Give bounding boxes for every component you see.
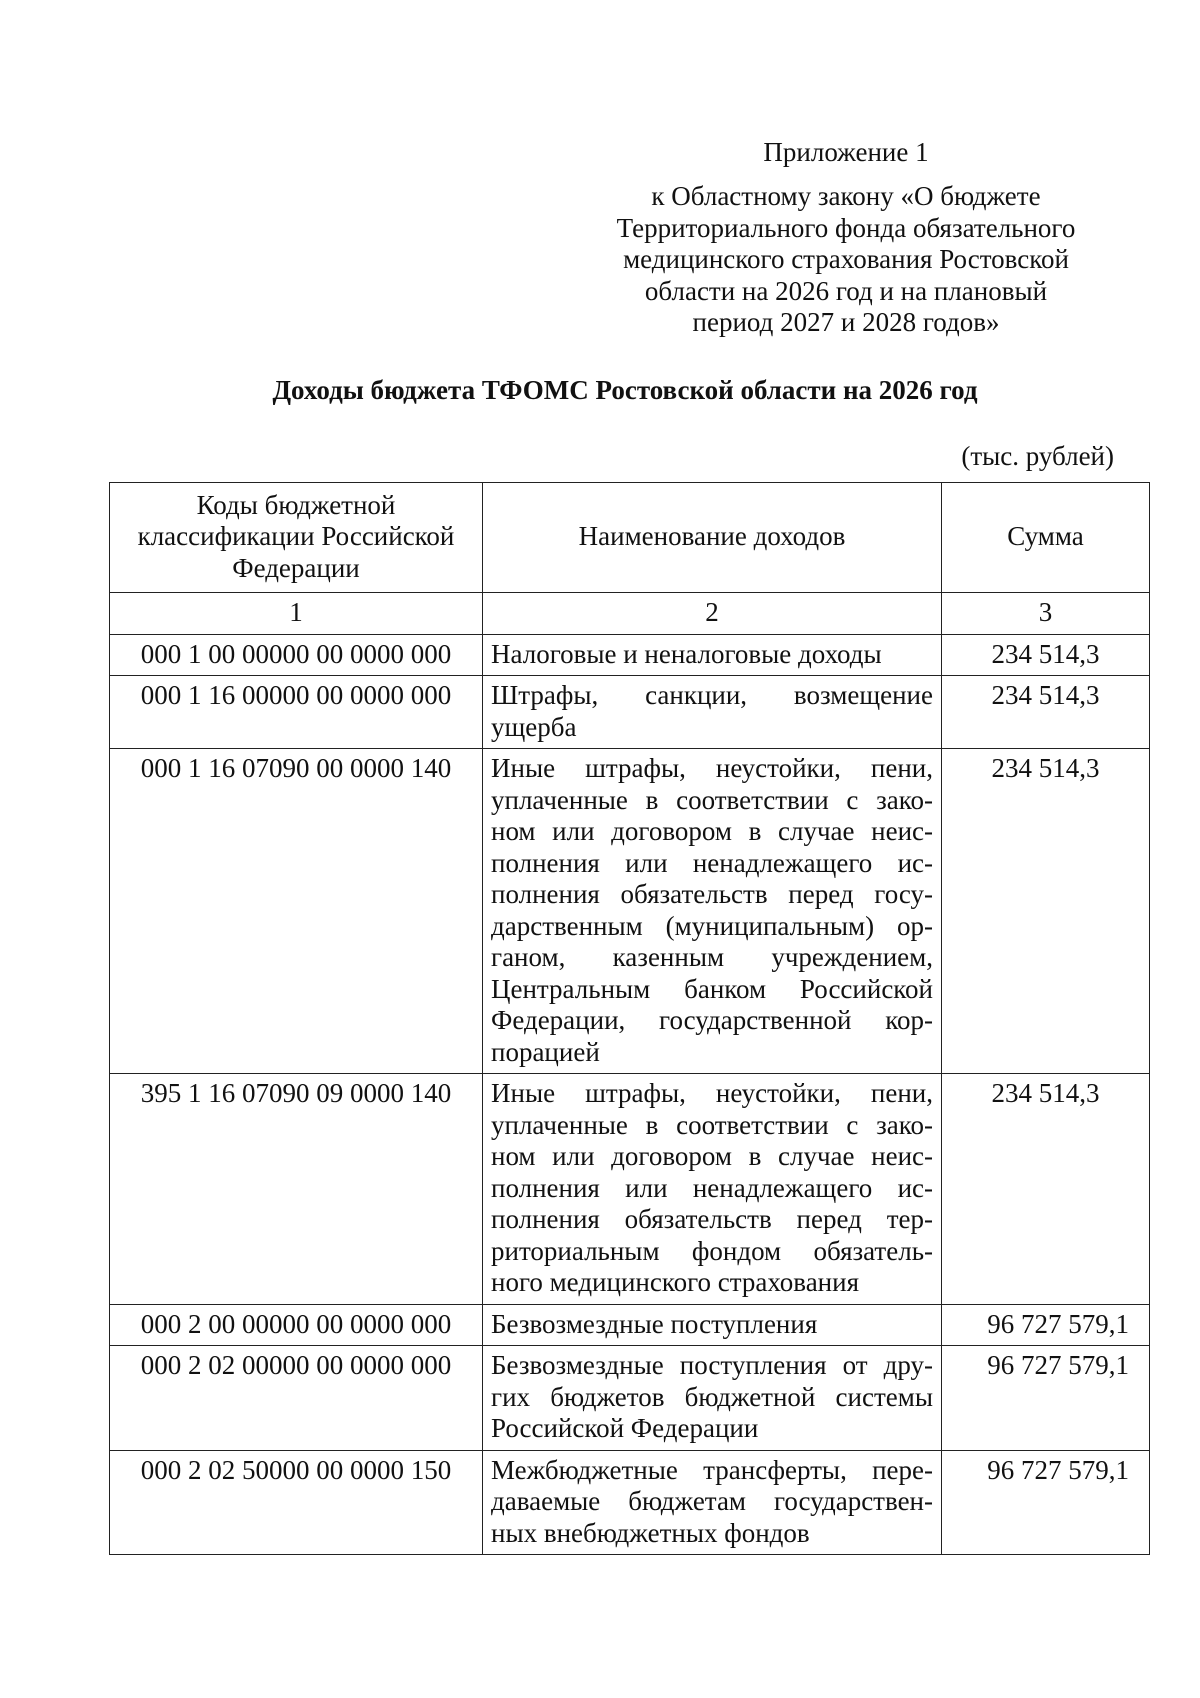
- appendix-reference: [596, 181, 1096, 339]
- appendix-line: области на 2026 год и на плановый: [644, 275, 1048, 306]
- header-name: Наименование доходов: [483, 483, 942, 593]
- income-name-line: ущерба: [491, 711, 577, 742]
- column-number-row: [110, 593, 1150, 635]
- income-name: [483, 676, 942, 749]
- column-number: 3: [942, 593, 1150, 635]
- income-code: 000 2 02 00000 00 0000 000: [110, 1346, 483, 1451]
- income-name-line: полнения обязательств перед тер-: [491, 1204, 933, 1234]
- income-name: [483, 634, 942, 676]
- income-sum: 96 727 579,1: [942, 1450, 1150, 1555]
- income-name-line: порацией: [491, 1036, 600, 1067]
- income-name-line: полнения обязательств перед госу-: [491, 879, 933, 909]
- income-code: 395 1 16 07090 09 0000 140: [110, 1074, 483, 1305]
- income-code: 000 1 00 00000 00 0000 000: [110, 634, 483, 676]
- income-name-line: Центральным банком Российской: [491, 973, 933, 1004]
- document-title: Доходы бюджета ТФОМС Ростовской области на 2026 год: [272, 375, 978, 405]
- income-name-line: дарственным (муниципальным) ор-: [491, 910, 933, 941]
- table-header-row: [110, 483, 1150, 593]
- table-row: [110, 1450, 1150, 1555]
- income-sum: 234 514,3: [942, 1074, 1150, 1305]
- income-name-line: ном или договором в случае неис-: [491, 1141, 933, 1171]
- income-name: [483, 1074, 942, 1305]
- income-code: 000 1 16 00000 00 0000 000: [110, 676, 483, 749]
- income-sum: 234 514,3: [942, 634, 1150, 676]
- income-name: [483, 1346, 942, 1451]
- income-table: [109, 482, 1150, 1555]
- income-name-line: Межбюджетные трансферты, пере-: [491, 1454, 933, 1485]
- income-name-line: Российской Федерации: [491, 1413, 759, 1443]
- income-name-line: ного медицинского страхования: [491, 1267, 859, 1297]
- income-name-line: Штрафы, санкции, возмещение: [491, 680, 933, 710]
- income-code: 000 2 00 00000 00 0000 000: [110, 1304, 483, 1346]
- income-name: [483, 1304, 942, 1346]
- units-label: (тыс. рублей): [961, 441, 1114, 471]
- income-name-line: Иные штрафы, неустойки, пени,: [491, 753, 933, 783]
- income-sum: 234 514,3: [942, 749, 1150, 1074]
- table-row: [110, 676, 1150, 749]
- income-name-line: Федерации, государственной кор-: [491, 1005, 933, 1035]
- income-name-line: даваемые бюджетам государствен-: [491, 1486, 933, 1516]
- income-name: [483, 749, 942, 1074]
- appendix-line: медицинского страхования Ростовской: [623, 244, 1069, 274]
- income-sum: 234 514,3: [942, 676, 1150, 749]
- income-name: [483, 1450, 942, 1555]
- table-row: [110, 1074, 1150, 1305]
- header-sum: Сумма: [942, 483, 1150, 593]
- income-name-line: ных внебюджетных фондов: [491, 1517, 810, 1548]
- appendix-line: Территориального фонда обязательного: [616, 212, 1076, 243]
- income-name-line: Безвозмездные поступления: [491, 1308, 818, 1339]
- appendix-line: к Областному закону «О бюджете: [651, 181, 1041, 211]
- column-number: 2: [483, 593, 942, 635]
- table-row: [110, 749, 1150, 1074]
- appendix-line: период 2027 и 2028 годов»: [692, 307, 1000, 337]
- income-name-line: Иные штрафы, неустойки, пени,: [491, 1078, 933, 1108]
- header-code: Коды бюджетной классификации Российской Федерации: [110, 483, 483, 593]
- income-name-line: ном или договором в случае неис-: [491, 816, 933, 846]
- income-name-line: Налоговые и неналоговые доходы: [491, 638, 882, 669]
- income-sum: 96 727 579,1: [942, 1304, 1150, 1346]
- table-row: [110, 634, 1150, 676]
- table-row: [110, 1346, 1150, 1451]
- table-row: [110, 1304, 1150, 1346]
- column-number: 1: [110, 593, 483, 635]
- income-name-line: ганом, казенным учреждением,: [491, 942, 933, 972]
- income-name-line: гих бюджетов бюджетной системы: [491, 1381, 933, 1412]
- income-name-line: уплаченные в соответствии с зако-: [491, 784, 933, 815]
- income-name-line: полнения или ненадлежащего ис-: [491, 847, 933, 878]
- income-sum: 96 727 579,1: [942, 1346, 1150, 1451]
- income-name-line: риториальным фондом обязатель-: [491, 1235, 933, 1266]
- income-name-line: полнения или ненадлежащего ис-: [491, 1172, 933, 1203]
- income-code: 000 1 16 07090 00 0000 140: [110, 749, 483, 1074]
- appendix-title: Приложение 1: [763, 137, 929, 167]
- income-code: 000 2 02 50000 00 0000 150: [110, 1450, 483, 1555]
- income-name-line: уплаченные в соответствии с зако-: [491, 1109, 933, 1140]
- income-name-line: Безвозмездные поступления от дру-: [491, 1350, 933, 1380]
